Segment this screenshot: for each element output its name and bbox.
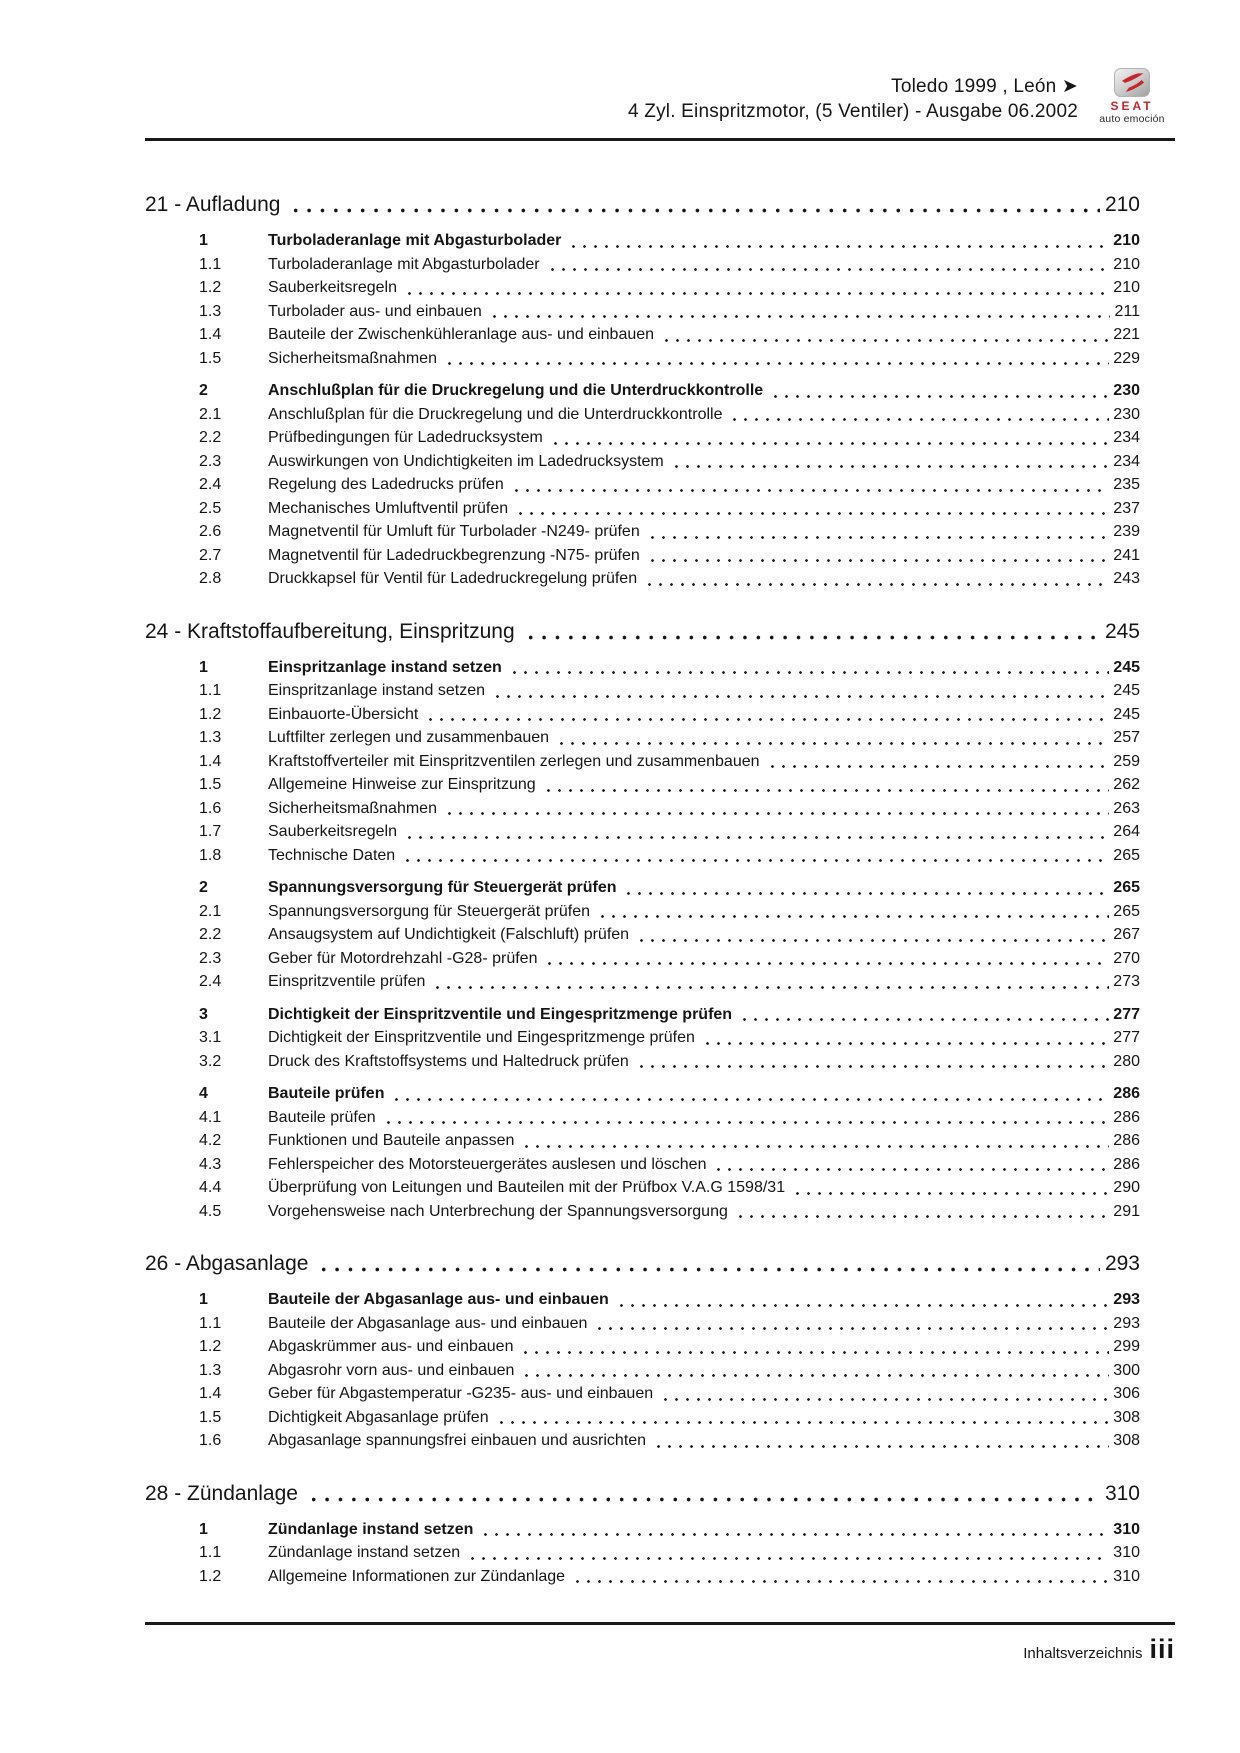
item-title: Allgemeine Informationen zur Zündanlage bbox=[268, 1567, 566, 1585]
item-page-number: 239 bbox=[1113, 523, 1140, 540]
dot-leader bbox=[432, 985, 1109, 990]
header-model-line: Toledo 1999 , León ➤ bbox=[891, 76, 1078, 97]
item-title: Auswirkungen von Undichtigkeiten im Ladedrucksystem bbox=[268, 452, 664, 470]
item-page-number: 310 bbox=[1113, 1520, 1140, 1538]
item-number: 4 bbox=[199, 1085, 208, 1102]
toc-item-row bbox=[145, 403, 1140, 427]
toc-item-row bbox=[145, 773, 1140, 797]
dot-leader bbox=[647, 558, 1110, 563]
dot-leader bbox=[317, 1266, 1099, 1273]
item-number: 1.5 bbox=[199, 349, 222, 367]
toc-item-row bbox=[145, 970, 1140, 994]
item-page-number: 273 bbox=[1113, 973, 1140, 990]
toc-item-row bbox=[145, 726, 1140, 750]
item-title: Dichtigkeit der Einspritzventile und Eingespritzmenge prüfen bbox=[268, 1029, 695, 1046]
section-page-number: 310 bbox=[1104, 1481, 1140, 1505]
dot-leader bbox=[521, 1373, 1109, 1378]
toc-item-row bbox=[145, 1153, 1140, 1177]
item-page-number: 221 bbox=[1113, 326, 1140, 343]
item-number: 2.2 bbox=[199, 429, 222, 446]
item-number: 1.7 bbox=[199, 823, 222, 840]
toc-item-row bbox=[145, 497, 1140, 521]
item-page-number: 211 bbox=[1114, 302, 1140, 320]
dot-leader bbox=[702, 1041, 1109, 1046]
header-rule bbox=[145, 138, 1175, 141]
item-page-number: 245 bbox=[1113, 682, 1140, 699]
item-title: Druck des Kraftstoffsystems und Haltedruck prüfen bbox=[268, 1052, 629, 1070]
dot-leader bbox=[735, 1214, 1109, 1219]
item-number: 2 bbox=[199, 382, 208, 399]
item-page-number: 243 bbox=[1113, 570, 1140, 587]
toc-item-row bbox=[145, 679, 1140, 703]
toc-item-row bbox=[145, 1406, 1140, 1430]
toc-item-row bbox=[145, 797, 1140, 821]
item-number: 1.3 bbox=[199, 729, 222, 746]
toc-item-row bbox=[145, 656, 1140, 680]
toc-item-row bbox=[145, 426, 1140, 450]
item-number: 2.3 bbox=[199, 949, 222, 967]
section-number-title: 21 - Aufladung bbox=[145, 193, 281, 216]
item-number: 4.1 bbox=[199, 1108, 222, 1126]
dot-leader bbox=[770, 394, 1109, 399]
seat-badge-icon bbox=[1114, 68, 1150, 97]
toc-item-row bbox=[145, 1003, 1140, 1027]
dot-leader bbox=[402, 858, 1109, 863]
section-heading-row bbox=[145, 1479, 1140, 1509]
dot-leader bbox=[444, 811, 1109, 816]
toc-item-row bbox=[145, 1565, 1140, 1589]
item-title: Dichtigkeit Abgasanlage prüfen bbox=[268, 1408, 489, 1426]
item-title: Bauteile der Zwischenkühleranlage aus- und einbauen bbox=[268, 326, 655, 343]
table-of-contents bbox=[145, 190, 1140, 1588]
item-page-number: 308 bbox=[1113, 1432, 1140, 1449]
page-footer bbox=[145, 1634, 1175, 1665]
toc-item-row bbox=[145, 1541, 1140, 1565]
item-page-number: 210 bbox=[1113, 232, 1140, 249]
section-page-number: 210 bbox=[1104, 193, 1140, 216]
dot-leader bbox=[661, 338, 1109, 343]
item-page-number: 237 bbox=[1113, 499, 1140, 517]
toc-section bbox=[145, 190, 1140, 591]
seat-logo bbox=[1092, 68, 1172, 125]
item-page-number: 265 bbox=[1113, 846, 1140, 864]
item-page-number: 299 bbox=[1113, 1338, 1140, 1355]
dot-leader bbox=[713, 1167, 1109, 1172]
dot-leader bbox=[594, 1326, 1109, 1331]
item-page-number: 265 bbox=[1113, 902, 1140, 920]
item-title: Luftfilter zerlegen und zusammenbauen bbox=[268, 729, 550, 746]
toc-item-row bbox=[145, 1026, 1140, 1050]
item-title: Druckkapsel für Ventil für Ladedruckregelung prüfen bbox=[268, 570, 638, 587]
dot-leader bbox=[792, 1191, 1109, 1196]
item-title: Einbauorte-Übersicht bbox=[268, 705, 419, 723]
item-page-number: 286 bbox=[1113, 1108, 1140, 1126]
item-title: Sauberkeitsregeln bbox=[268, 823, 397, 840]
item-title: Dichtigkeit der Einspritzventile und Eingespritzmenge prüfen bbox=[268, 1005, 733, 1023]
dot-leader bbox=[547, 267, 1110, 272]
item-number: 1.1 bbox=[199, 682, 222, 699]
item-title: Abgaskrümmer aus- und einbauen bbox=[268, 1338, 514, 1355]
item-title: Spannungsversorgung für Steuergerät prüfen bbox=[268, 879, 617, 896]
item-number: 2.8 bbox=[199, 570, 222, 587]
item-page-number: 291 bbox=[1113, 1202, 1140, 1220]
item-title: Bauteile der Abgasanlage aus- und einbauen bbox=[268, 1314, 588, 1332]
dot-leader bbox=[404, 835, 1109, 840]
toc-item-row bbox=[145, 544, 1140, 568]
item-number: 3.2 bbox=[199, 1052, 222, 1070]
item-page-number: 241 bbox=[1113, 546, 1140, 564]
dot-leader bbox=[524, 634, 1100, 641]
header-text bbox=[628, 74, 1078, 124]
item-number: 2.7 bbox=[199, 546, 222, 564]
item-title: Zündanlage instand setzen bbox=[268, 1544, 461, 1561]
dot-leader bbox=[307, 1496, 1100, 1503]
footer-rule bbox=[145, 1622, 1175, 1625]
toc-item-row bbox=[145, 900, 1140, 924]
toc-item-row bbox=[145, 923, 1140, 947]
dot-leader bbox=[521, 1144, 1109, 1149]
dot-leader bbox=[511, 488, 1110, 493]
item-page-number: 286 bbox=[1113, 1132, 1140, 1149]
footer-page-number: iii bbox=[1149, 1634, 1175, 1664]
item-title: Kraftstoffverteiler mit Einspritzventilen zerlegen und zusammenbauen bbox=[268, 752, 760, 770]
item-page-number: 264 bbox=[1113, 823, 1140, 840]
toc-item-row bbox=[145, 1518, 1140, 1542]
dot-leader bbox=[660, 1397, 1109, 1402]
item-number: 2.3 bbox=[199, 452, 222, 470]
section-page-number: 245 bbox=[1104, 619, 1140, 643]
item-page-number: 286 bbox=[1113, 1155, 1140, 1173]
item-number: 1.4 bbox=[199, 752, 222, 770]
item-number: 1.2 bbox=[199, 705, 222, 723]
dot-leader bbox=[636, 1064, 1110, 1069]
item-number: 1.5 bbox=[199, 776, 222, 793]
toc-item-row bbox=[145, 1050, 1140, 1074]
footer-label: Inhaltsverzeichnis bbox=[1023, 1645, 1143, 1662]
dot-leader bbox=[489, 314, 1111, 319]
item-number: 1.2 bbox=[199, 279, 222, 296]
dot-leader bbox=[425, 717, 1109, 722]
toc-section bbox=[145, 1479, 1140, 1589]
dot-leader bbox=[623, 891, 1109, 896]
toc-item-row bbox=[145, 300, 1140, 324]
item-title: Einspritzanlage instand setzen bbox=[268, 682, 486, 699]
item-page-number: 267 bbox=[1113, 926, 1140, 943]
item-title: Spannungsversorgung für Steuergerät prüfen bbox=[268, 902, 590, 920]
item-number: 2.4 bbox=[199, 476, 222, 493]
item-page-number: 234 bbox=[1113, 452, 1140, 470]
toc-item-row bbox=[145, 253, 1140, 277]
dot-leader bbox=[509, 670, 1109, 675]
toc-item-row bbox=[145, 876, 1140, 900]
dot-leader bbox=[492, 694, 1109, 699]
item-number: 1.8 bbox=[199, 846, 222, 864]
item-number: 1.1 bbox=[199, 255, 222, 273]
item-number: 1.4 bbox=[199, 1385, 222, 1402]
toc-section bbox=[145, 1249, 1140, 1453]
toc-item-row bbox=[145, 1288, 1140, 1312]
toc-item-row bbox=[145, 1106, 1140, 1130]
seat-tagline: auto emoción bbox=[1099, 113, 1165, 125]
item-title: Abgasrohr vorn aus- und einbauen bbox=[268, 1361, 515, 1379]
item-number: 1 bbox=[199, 232, 208, 249]
item-number: 2.5 bbox=[199, 499, 222, 517]
item-title: Bauteile prüfen bbox=[268, 1108, 376, 1126]
dot-leader bbox=[383, 1120, 1110, 1125]
item-title: Sicherheitsmaßnahmen bbox=[268, 799, 437, 817]
dot-leader bbox=[644, 582, 1109, 587]
item-title: Sicherheitsmaßnahmen bbox=[268, 349, 437, 367]
dot-leader bbox=[404, 291, 1109, 296]
item-number: 2 bbox=[199, 879, 208, 896]
item-page-number: 310 bbox=[1113, 1544, 1140, 1561]
item-number: 1.2 bbox=[199, 1567, 222, 1585]
section-heading-row bbox=[145, 1249, 1140, 1279]
dot-leader bbox=[515, 511, 1109, 516]
page-header bbox=[628, 74, 1172, 125]
item-page-number: 210 bbox=[1113, 279, 1140, 296]
dot-leader bbox=[556, 741, 1109, 746]
item-page-number: 262 bbox=[1113, 776, 1140, 793]
item-page-number: 229 bbox=[1113, 349, 1140, 367]
item-page-number: 263 bbox=[1113, 799, 1140, 817]
section-heading-row bbox=[145, 190, 1140, 220]
toc-item-row bbox=[145, 1312, 1140, 1336]
item-page-number: 245 bbox=[1113, 658, 1140, 676]
toc-item-row bbox=[145, 1129, 1140, 1153]
item-number: 2.1 bbox=[199, 405, 222, 423]
item-page-number: 280 bbox=[1113, 1052, 1140, 1070]
item-title: Einspritzanlage instand setzen bbox=[268, 658, 502, 676]
item-number: 2.4 bbox=[199, 973, 222, 990]
dot-leader bbox=[391, 1097, 1109, 1102]
dot-leader bbox=[543, 788, 1110, 793]
item-page-number: 230 bbox=[1113, 382, 1140, 399]
toc-item-row bbox=[145, 1335, 1140, 1359]
dot-leader bbox=[444, 361, 1109, 366]
item-page-number: 286 bbox=[1113, 1085, 1140, 1102]
item-title: Überprüfung von Leitungen und Bauteilen mit der Prüfbox V.A.G 1598/31 bbox=[268, 1179, 786, 1196]
toc-item-row bbox=[145, 1082, 1140, 1106]
toc-item-row bbox=[145, 1200, 1140, 1224]
item-page-number: 277 bbox=[1113, 1005, 1140, 1023]
toc-item-row bbox=[145, 1359, 1140, 1383]
item-title: Vorgehensweise nach Unterbrechung der Spannungsversorgung bbox=[268, 1202, 728, 1220]
item-page-number: 245 bbox=[1113, 705, 1140, 723]
item-page-number: 293 bbox=[1113, 1314, 1140, 1332]
item-title: Geber für Motordrehzahl -G28- prüfen bbox=[268, 949, 538, 967]
item-number: 1 bbox=[199, 658, 208, 676]
item-number: 1.5 bbox=[199, 1408, 222, 1426]
dot-leader bbox=[597, 914, 1109, 919]
section-heading-row bbox=[145, 617, 1140, 647]
dot-leader bbox=[767, 764, 1110, 769]
item-title: Anschlußplan für die Druckregelung und die Unterdruckkontrolle bbox=[268, 405, 723, 423]
item-title: Geber für Abgastemperatur -G235- aus- und einbauen bbox=[268, 1385, 654, 1402]
item-number: 2.1 bbox=[199, 902, 222, 920]
item-title: Allgemeine Hinweise zur Einspritzung bbox=[268, 776, 536, 793]
item-title: Einspritzventile prüfen bbox=[268, 973, 426, 990]
item-number: 4.2 bbox=[199, 1132, 222, 1149]
dot-leader bbox=[739, 1017, 1109, 1022]
toc-item-row bbox=[145, 703, 1140, 727]
toc-item-row bbox=[145, 379, 1140, 403]
item-title: Sauberkeitsregeln bbox=[268, 279, 397, 296]
toc-item-row bbox=[145, 347, 1140, 371]
dot-leader bbox=[671, 464, 1110, 469]
item-page-number: 234 bbox=[1113, 429, 1140, 446]
item-title: Turboladeranlage mit Abgasturbolader bbox=[268, 232, 562, 249]
section-page-number: 293 bbox=[1104, 1252, 1140, 1275]
item-page-number: 306 bbox=[1113, 1385, 1140, 1402]
dot-leader bbox=[572, 1579, 1109, 1584]
toc-item-row bbox=[145, 520, 1140, 544]
item-title: Regelung des Ladedrucks prüfen bbox=[268, 476, 504, 493]
item-page-number: 230 bbox=[1113, 405, 1140, 423]
toc-item-row bbox=[145, 323, 1140, 347]
item-number: 1.6 bbox=[199, 1432, 222, 1449]
toc-item-row bbox=[145, 450, 1140, 474]
item-title: Fehlerspeicher des Motorsteuergerätes auslesen und löschen bbox=[268, 1155, 707, 1173]
item-title: Turboladeranlage mit Abgasturbolader bbox=[268, 255, 540, 273]
dot-leader bbox=[520, 1350, 1109, 1355]
item-number: 4.3 bbox=[199, 1155, 222, 1173]
item-title: Mechanisches Umluftventil prüfen bbox=[268, 499, 509, 517]
dot-leader bbox=[729, 417, 1109, 422]
dot-leader bbox=[568, 244, 1109, 249]
toc-item-row bbox=[145, 844, 1140, 868]
item-title: Prüfbedingungen für Ladedrucksystem bbox=[268, 429, 543, 446]
toc-item-row bbox=[145, 473, 1140, 497]
toc-item-row bbox=[145, 1429, 1140, 1453]
item-number: 2.6 bbox=[199, 523, 222, 540]
item-page-number: 235 bbox=[1113, 476, 1140, 493]
section-number-title: 26 - Abgasanlage bbox=[145, 1252, 309, 1275]
item-title: Bauteile der Abgasanlage aus- und einbauen bbox=[268, 1291, 609, 1308]
seat-s-icon bbox=[1117, 70, 1147, 95]
item-number: 1 bbox=[199, 1520, 208, 1538]
item-page-number: 259 bbox=[1113, 752, 1140, 770]
item-number: 1.6 bbox=[199, 799, 222, 817]
section-number-title: 28 - Zündanlage bbox=[145, 1481, 298, 1505]
item-title: Ansaugsystem auf Undichtigkeit (Falschluft) prüfen bbox=[268, 926, 630, 943]
dot-leader bbox=[289, 207, 1100, 214]
item-title: Funktionen und Bauteile anpassen bbox=[268, 1132, 515, 1149]
item-page-number: 290 bbox=[1113, 1179, 1140, 1196]
item-title: Bauteile prüfen bbox=[268, 1085, 385, 1102]
item-number: 1.2 bbox=[199, 1338, 222, 1355]
item-number: 4.5 bbox=[199, 1202, 222, 1220]
dot-leader bbox=[653, 1444, 1109, 1449]
toc-item-row bbox=[145, 947, 1140, 971]
toc-item-row bbox=[145, 1382, 1140, 1406]
item-page-number: 277 bbox=[1113, 1029, 1140, 1046]
dot-leader bbox=[636, 938, 1109, 943]
dot-leader bbox=[616, 1303, 1109, 1308]
item-title: Abgasanlage spannungsfrei einbauen und ausrichten bbox=[268, 1432, 647, 1449]
item-title: Anschlußplan für die Druckregelung und die Unterdruckkontrolle bbox=[268, 382, 764, 399]
item-title: Technische Daten bbox=[268, 846, 396, 864]
item-number: 1.1 bbox=[199, 1314, 222, 1332]
header-edition-line: 4 Zyl. Einspritzmotor, (5 Ventiler) - Ausgabe 06.2002 bbox=[628, 101, 1078, 122]
toc-section bbox=[145, 617, 1140, 1224]
toc-item-row bbox=[145, 820, 1140, 844]
item-page-number: 257 bbox=[1113, 729, 1140, 746]
item-number: 4.4 bbox=[199, 1179, 222, 1196]
item-number: 2.2 bbox=[199, 926, 222, 943]
toc-item-row bbox=[145, 1176, 1140, 1200]
item-title: Zündanlage instand setzen bbox=[268, 1520, 474, 1538]
section-number-title: 24 - Kraftstoffaufbereitung, Einspritzung bbox=[145, 619, 515, 643]
toc-item-row bbox=[145, 229, 1140, 253]
item-number: 1.3 bbox=[199, 1361, 222, 1379]
dot-leader bbox=[480, 1532, 1109, 1537]
item-page-number: 310 bbox=[1113, 1567, 1140, 1585]
toc-item-row bbox=[145, 750, 1140, 774]
toc-item-row bbox=[145, 276, 1140, 300]
item-page-number: 300 bbox=[1113, 1361, 1140, 1379]
dot-leader bbox=[467, 1556, 1109, 1561]
item-number: 1 bbox=[199, 1291, 208, 1308]
item-number: 3 bbox=[199, 1005, 208, 1023]
seat-wordmark: SEAT bbox=[1110, 99, 1154, 113]
item-page-number: 265 bbox=[1113, 879, 1140, 896]
item-number: 3.1 bbox=[199, 1029, 222, 1046]
item-number: 1.1 bbox=[199, 1544, 222, 1561]
item-title: Magnetventil für Umluft für Turbolader -N249- prüfen bbox=[268, 523, 640, 540]
item-page-number: 308 bbox=[1113, 1408, 1140, 1426]
dot-leader bbox=[550, 441, 1109, 446]
dot-leader bbox=[647, 535, 1110, 540]
dot-leader bbox=[496, 1420, 1110, 1425]
item-title: Magnetventil für Ladedruckbegrenzung -N75- prüfen bbox=[268, 546, 640, 564]
item-page-number: 293 bbox=[1113, 1291, 1140, 1308]
dot-leader bbox=[544, 961, 1109, 966]
item-number: 1.3 bbox=[199, 302, 222, 320]
item-page-number: 270 bbox=[1113, 949, 1140, 967]
item-page-number: 210 bbox=[1113, 255, 1140, 273]
item-title: Turbolader aus- und einbauen bbox=[268, 302, 482, 320]
toc-item-row bbox=[145, 567, 1140, 591]
item-number: 1.4 bbox=[199, 326, 222, 343]
